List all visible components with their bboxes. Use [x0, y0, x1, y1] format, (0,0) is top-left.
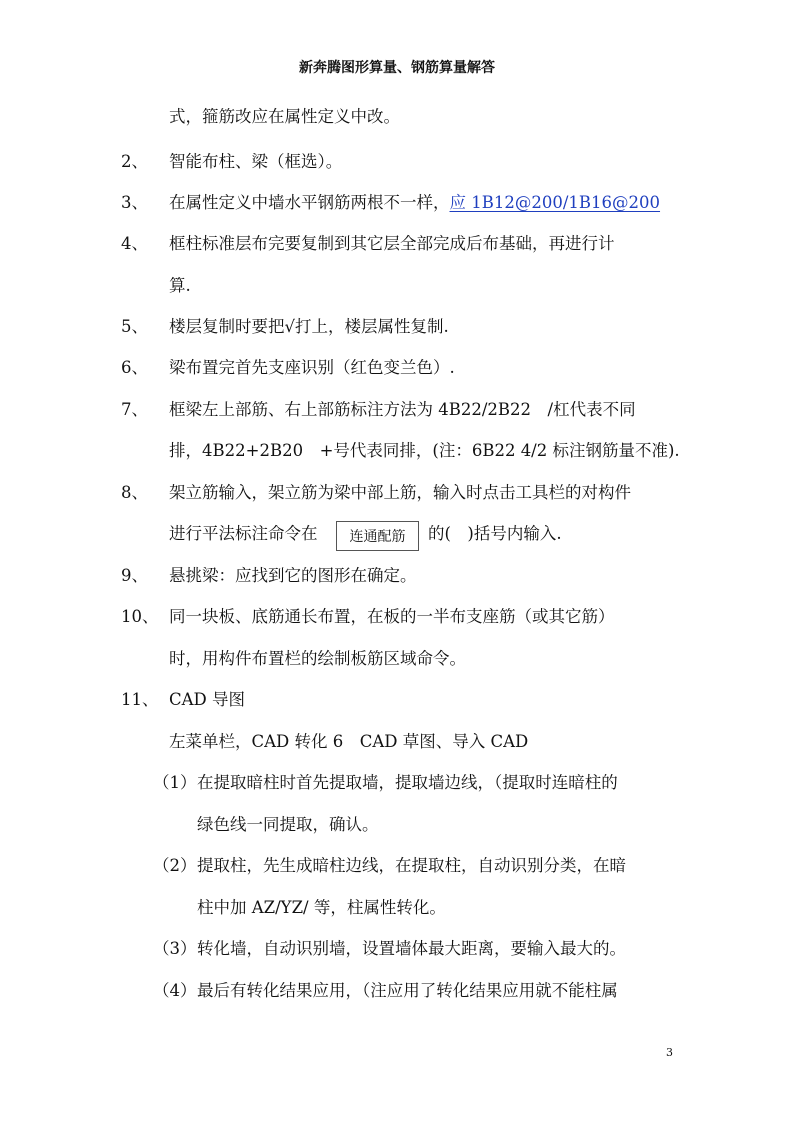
subitem-text-2b: 柱中加 AZ/YZ/ 等，柱属性转化。 — [197, 898, 446, 917]
subitem-text-3: 转化墙，自动识别墙，设置墙体最大距离，要输入最大的。 — [197, 939, 626, 958]
item-text-3 — [169, 193, 660, 213]
item-number-10: 10、 — [121, 607, 159, 626]
subitem-text-1b: 绿色线一同提取，确认。 — [197, 815, 379, 834]
continuation-line: 式，箍筋改应在属性定义中改。 — [169, 107, 400, 126]
item-number-7: 7、 — [121, 400, 148, 419]
subitem-text-2a: 提取柱，先生成暗柱边线，在提取柱，自动识别分类，在暗 — [197, 856, 626, 875]
item-number-6: 6、 — [121, 358, 148, 377]
item-text-2: 智能布柱、梁（框选）。 — [169, 152, 343, 171]
page-header-title: 新奔腾图形算量、钢筋算量解答 — [299, 60, 495, 76]
subitem-number-4: （4） — [153, 981, 197, 1000]
item-text-7b: 排，4B22+2B20 +号代表同排，(注：6B22 4/2 标注钢筋量不准). — [169, 441, 680, 460]
menu-path-line: 左菜单栏，CAD 转化 6 CAD 草图、导入 CAD — [169, 732, 529, 751]
item-text-4a: 框柱标准层布完要复制到其它层全部完成后布基础，再进行计 — [169, 234, 615, 253]
page-number: 3 — [666, 1046, 673, 1059]
subitem-text-1a: 在提取暗柱时首先提取墙，提取墙边线，（提取时连暗柱的 — [197, 773, 618, 792]
item-text-8c: 的( )括号内输入. — [428, 524, 562, 543]
item-number-5: 5、 — [121, 317, 148, 336]
subitem-number-3: （3） — [153, 939, 197, 958]
item-text-10b: 时，用构件布置栏的绘制板筋区域命令。 — [169, 649, 466, 668]
item-number-4: 4、 — [121, 234, 148, 253]
subitem-text-4: 最后有转化结果应用，（注应用了转化结果应用就不能柱属 — [197, 981, 618, 1000]
item-number-2: 2、 — [121, 152, 148, 171]
item-text-11: CAD 导图 — [169, 690, 246, 709]
subitem-number-2: （2） — [153, 856, 197, 875]
rebar-spec-link[interactable]: 应 1B12@200/1B16@200 — [449, 193, 661, 212]
item-number-8: 8、 — [121, 483, 148, 502]
item-text-7a: 框梁左上部筋、右上部筋标注方法为 4B22/2B22 /杠代表不同 — [169, 400, 636, 419]
item-number-11: 11、 — [121, 690, 159, 709]
item-text-9: 悬挑梁：应找到它的图形在确定。 — [169, 566, 417, 585]
item-text-8b: 进行平法标注命令在 — [169, 524, 318, 543]
lianton-peijin-button[interactable]: 连通配筋 — [336, 521, 419, 551]
item-text-6: 梁布置完首先支座识别（红色变兰色）. — [169, 358, 455, 377]
item-text-4b: 算. — [169, 276, 191, 295]
item-text-8a: 架立筋输入，架立筋为梁中部上筋，输入时点击工具栏的对构件 — [169, 483, 631, 502]
item-text-10a: 同一块板、底筋通长布置，在板的一半布支座筋（或其它筋） — [169, 607, 615, 626]
subitem-number-1: （1） — [153, 773, 197, 792]
item-number-3: 3、 — [121, 193, 148, 212]
item-text-5: 楼层复制时要把√打上，楼层属性复制. — [169, 317, 449, 336]
item-text-3-main: 在属性定义中墙水平钢筋两根不一样， — [169, 193, 450, 212]
item-number-9: 9、 — [121, 566, 148, 585]
